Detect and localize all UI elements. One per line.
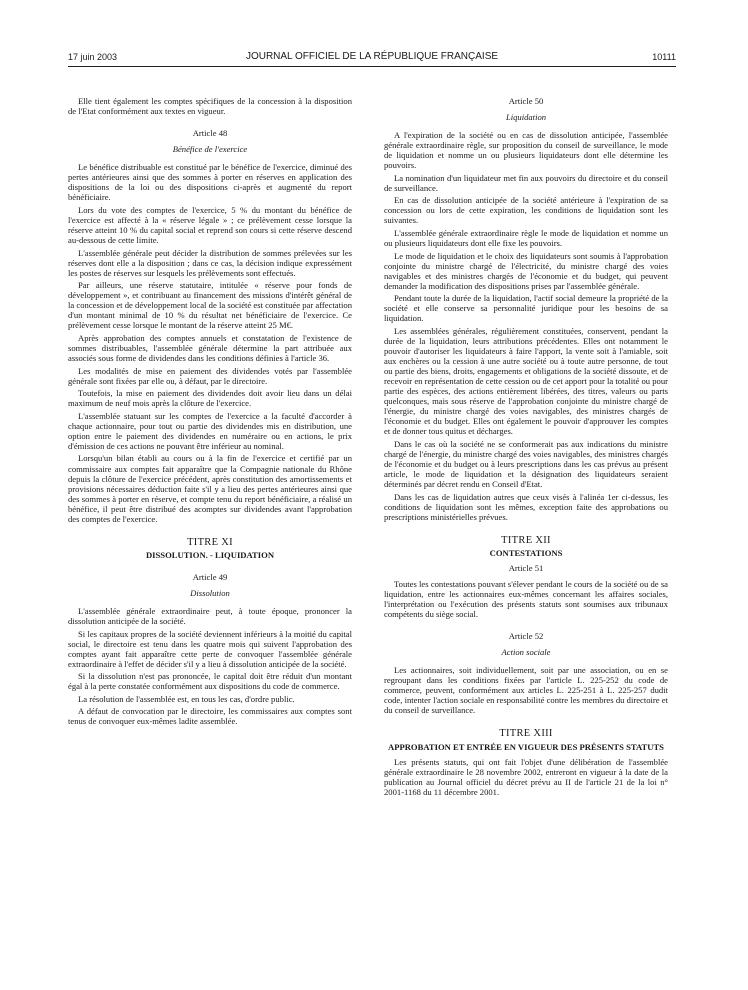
article-48-subtitle: Bénéfice de l'exercice [172,144,248,155]
article-50-subtitle: Liquidation [505,112,547,123]
article-49-paragraph: A défaut de convocation par le directoire, les commissaires aux comptes sont tenus de convoquer eux-mêmes ladite assemblée. [68,706,352,727]
article-52-title: Article 52 [508,631,544,642]
article-50-paragraph: Pendant toute la durée de la liquidation, l'actif social demeure la propriété de la société et elle conserve sa personnalité juridique pour les besoins de sa liquidation. [384,293,668,324]
article-49-paragraph: La résolution de l'assemblée est, en tous les cas, d'ordre public. [78,693,295,704]
article-49-title: Article 49 [192,571,228,582]
article-48-paragraph: Lorsqu'un bilan établi au cours ou à la fin de l'exercice et certifié par un commissaire aux comptes fait apparaître que la Compagnie nationale du Rhône depuis la clôture de l'exercice précédent, après constitution des amortissements et provisions nécessaires déduction faite s'il y a lieu des pertes antérieures ainsi que des sommes à porter en réserve, et compte tenu du report bénéficiaire, a réalisé un bénéfice, il peut être distribué des acomptes sur dividendes avant l'approbation des comptes de l'exercice. [68,453,352,524]
article-50-paragraph: Les assemblées générales, régulièrement constituées, conservent, pendant la durée de la liquidation, leurs attributions précédentes. Elles ont notamment le pouvoir d'autoriser les liquidateurs à faire l'apport, la vente soit à l'amiable, soit aux enchères ou la cession à une autre société ou à toute autre personne, de tout ou partie des biens, droits, engagements et obligations de la société dissoute, et de recevoir en représentation de cette cession ou de cet apport pour la totalité ou pour partie des espèces, des actions entièrement libérées, des titres, valeurs ou parts quelconques, mais sous réserve de l'approbation conjointe du ministre chargé de l'énergie, du ministre chargé des voies navigables, des ministres chargés de l'économie et du budget. Elles ont également le pouvoir d'approuver les comptes et de donner tous quitus et décharges. [384,325,668,437]
article-51-paragraph: Toutes les contestations pouvant s'élever pendant le cours de la société ou de sa liquidation, entre les actionnaires eux-mêmes concernant les affaires sociales, l'interprétation ou l'exécution des présents statuts sont soumises aux tribunaux compétents du siège social. [384,578,668,620]
article-48-paragraph: Lors du vote des comptes de l'exercice, 5 % du montant du bénéfice de l'exercice est affecté à la « réserve légale » ; ce prélèvement cesse lorsque la réserve atteint 10 % du capital social et reprend son cours si cette réserve descend au-dessous de cette limite. [68,204,352,246]
header-journal-title: JOURNAL OFFICIEL DE LA RÉPUBLIQUE FRANÇAISE [245,51,499,62]
article-50-paragraph: L'assemblée générale extraordinaire règle le mode de liquidation et nomme un ou plusieurs liquidateurs dont elle fixe les pouvoirs. [384,228,668,249]
article-50-paragraph: A l'expiration de la société ou en cas de dissolution anticipée, l'assemblée générale extraordinaire règle, sur proposition du conseil de surveillance, le mode de liquidation et nomme un ou plusieurs liquidateurs dont elle détermine les pouvoirs. [384,130,668,171]
article-50-paragraph: Dans les cas de liquidation autres que ceux visés à l'alinéa 1er ci-dessus, les conditions de liquidation sont les mêmes, exception faite des approbations ou prescriptions ministérielles prévues. [384,491,668,522]
article-49-subtitle: Dissolution [190,587,230,598]
article-48-paragraph: Les modalités de mise en paiement des dividendes votés par l'assemblée générale sont fixées par elle ou, à défaut, par le directoire. [68,365,352,386]
article-48-paragraph: Le bénéfice distribuable est constitué par le bénéfice de l'exercice, diminué des pertes antérieures ainsi que des sommes à porter en réserves en application des dispositions de la loi ou des dispositions ci-après et augmenté du report bénéficiaire. [68,162,352,203]
article-50-paragraph: En cas de dissolution anticipée de la société antérieure à l'expiration de sa concession ou lors de cette expiration, les conditions de liquidation sont les suivantes. [384,195,668,226]
article-52-subtitle: Action sociale [501,647,551,658]
intro-paragraph: Elle tient également les comptes spécifiques de la concession à la disposition de l'Etat conformément aux textes en vigueur. [68,96,352,117]
titre-12-subtitle: CONTESTATIONS [489,547,563,558]
article-50-paragraph: Le mode de liquidation et le choix des liquidateurs sont soumis à l'approbation conjointe du ministre chargé de l'électricité, du ministre chargé des voies navigables et des ministres chargés de l'économie et du budget, qui peuvent demander la modification des dispositions prises par l'assemblée générale. [384,250,668,291]
right-column [384,96,668,799]
article-50-title: Article 50 [508,96,544,106]
page-header [68,50,676,67]
titre-11-subtitle: DISSOLUTION. - LIQUIDATION [145,549,275,560]
titre-11-heading: TITRE XI [187,536,233,548]
article-48-paragraph: Après approbation des comptes annuels et constatation de l'existence de sommes distribuables, l'assemblée générale détermine la part attribuée aux associés sous forme de dividendes dans les conditions définies à l'article 36. [68,332,352,364]
article-50-paragraph: La nomination d'un liquidateur met fin aux pouvoirs du directoire et du conseil de surveillance. [384,172,668,193]
titre-13-heading: TITRE XIII [499,728,553,740]
article-49-paragraph: Si les capitaux propres de la société deviennent inférieurs à la moitié du capital social, le directoire est tenu dans les quatre mois qui suivent l'approbation des comptes ayant fait apparaître cette perte de convoquer l'assemblée générale extraordinaire à l'effet de décider s'il y a lieu à dissolution anticipée de la société. [68,628,352,669]
article-49-paragraph: Si la dissolution n'est pas prononcée, le capital doit être réduit d'un montant égal à la perte constatée conformément aux dispositions du code de commerce. [68,671,352,692]
article-48-paragraph: Par ailleurs, une réserve statutaire, intitulée « réserve pour fonds de développement », et contribuant au financement des missions d'intérêt général de la concession et de développement local de la société est constituée par affectation d'un montant minimal de 10 % du résultat net bénéficiaire de l'exercice. Ce prélèvement cesse lorsque le montant de la réserve atteint 25 M€. [68,280,352,331]
article-48-paragraph: L'assemblée statuant sur les comptes de l'exercice a la faculté d'accorder à chaque actionnaire, pour tout ou partie des dividendes mis en distribution, une option entre le paiement des dividendes en numéraire ou en actions, le prix d'émission de ces actions ne pouvant être inférieur au nominal. [68,410,352,451]
header-date: 17 juin 2003 [68,52,118,62]
final-paragraph: Les présents statuts, qui ont fait l'objet d'une délibération de l'assemblée générale extraordinaire le 28 novembre 2002, entreront en vigueur à la date de la publication au Journal officiel du décret prévu au II de l'article 21 de la loi n° 2001-1168 du 11 décembre 2001. [384,756,668,797]
left-column [68,96,352,729]
article-52-paragraph: Les actionnaires, soit individuellement, soit par une association, ou en se regroupant dans les conditions fixées par l'article L. 225-252 du code de commerce, peuvent, conformément aux articles L. 225-251 à L. 225-257 dudit code, intenter l'action sociale en responsabilité contre les membres du directoire et du conseil de surveillance. [384,665,668,716]
article-51-title: Article 51 [508,562,544,573]
article-49-paragraph: L'assemblée générale extraordinaire peut, à toute époque, prononcer la dissolution anticipée de la société. [68,605,352,627]
article-48-paragraph: L'assemblée générale peut décider la distribution de sommes prélevées sur les réserves dont elle a la disposition ; dans ce cas, la décision indique expressément les postes de réserves sur lesquels les prélèvements sont effectués. [68,247,352,278]
article-48-title: Article 48 [192,128,228,139]
header-page-number: 10111 [652,52,676,62]
titre-13-subtitle: APPROBATION ET ENTRÉE EN VIGUEUR DES PRÉSENTS STATUTS [388,741,664,752]
article-48-paragraph: Toutefois, la mise en paiement des dividendes doit avoir lieu dans un délai maximum de neuf mois après la clôture de l'exercice. [68,388,352,409]
titre-12-heading: TITRE XII [501,534,551,546]
article-50-paragraph: Dans le cas où la société ne se conformerait pas aux indications du ministre chargé de l'énergie, du ministre chargé des voies navigables, des ministres chargés de l'économie et du budget ou à leurs prescriptions dans les cas prévus au présent article, le mode de liquidation et la désignation des liquidateurs seraient déterminés par décret rendu en Conseil d'Etat. [384,438,668,490]
